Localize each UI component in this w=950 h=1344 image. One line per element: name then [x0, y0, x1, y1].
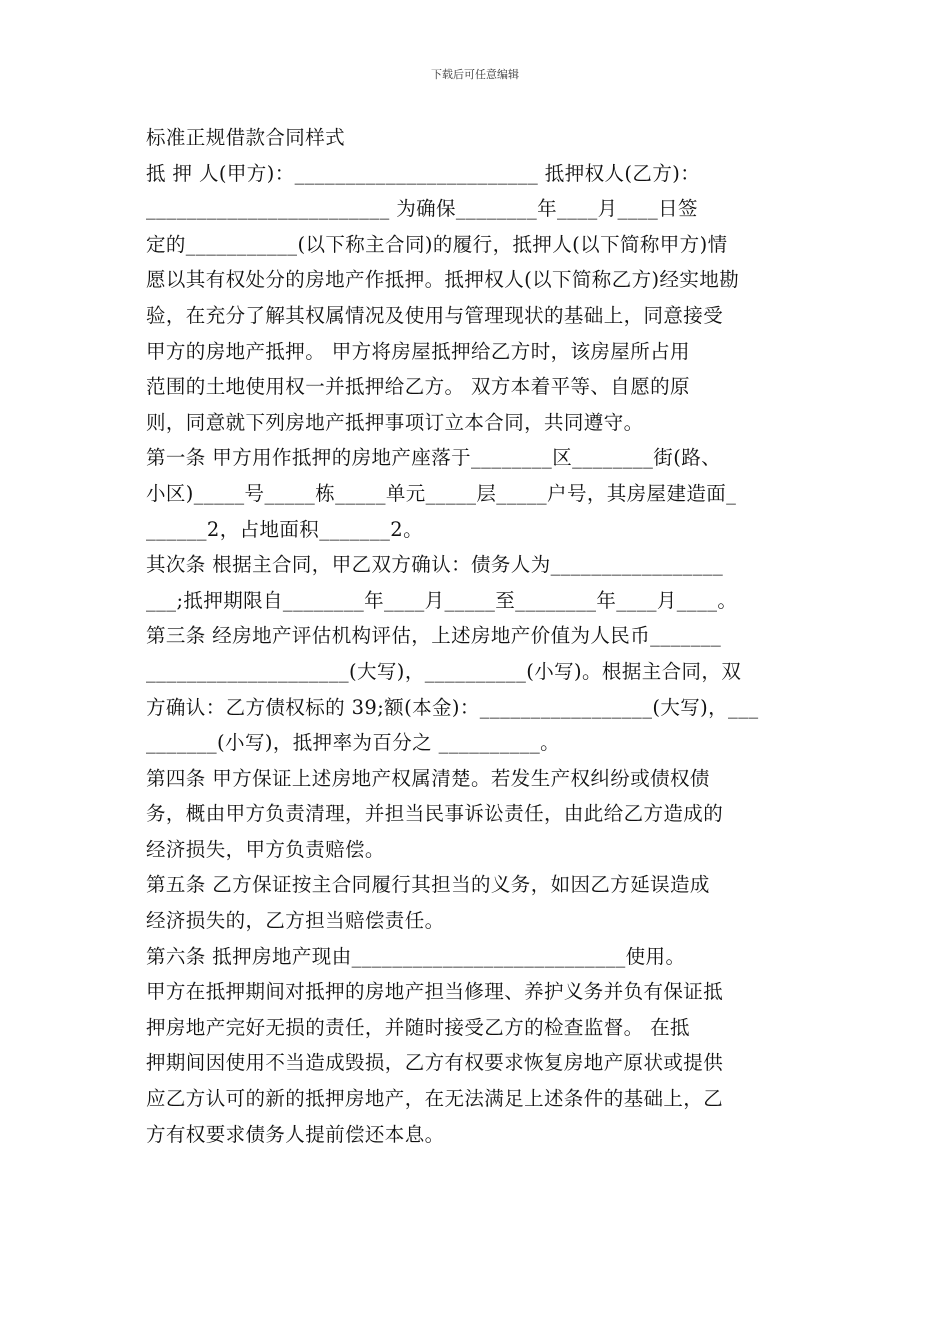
paragraph-line: 范围的土地使用权一并抵押给乙方。 双方本着平等、自愿的原 — [146, 375, 690, 399]
paragraph-line: ________________________ 为确保________年____月____日签 — [146, 197, 698, 221]
paragraph-line: 愿以其有权处分的房地产作抵押。抵押权人(以下简称乙方)经实地勘 — [146, 268, 740, 292]
paragraph-line: 甲方的房地产抵押。 甲方将房屋抵押给乙方时，该房屋所占用 — [146, 339, 690, 363]
article-6-line: 甲方在抵押期间对抵押的房地产担当修理、养护义务并负有保证抵 — [146, 980, 724, 1004]
article-5-line: 第五条 乙方保证按主合同履行其担当的义务，如因乙方延误造成 — [146, 873, 710, 897]
document-body — [146, 120, 806, 1152]
paragraph-line: 抵 押 人(甲方)：________________________ 抵押权人(乙方)： — [146, 161, 701, 185]
header-note: 下载后可任意编辑 — [431, 68, 519, 81]
article-1-line: 第一条 甲方用作抵押的房地产座落于________区________街(路、 — [146, 446, 722, 470]
article-1-line: ______2，占地面积_______2。 — [146, 517, 423, 541]
article-3-line: _______(小写)，抵押率为百分之 __________。 — [146, 731, 561, 755]
article-6-line: 押房地产完好无损的责任，并随时接受乙方的检查监督。 在抵 — [146, 1015, 690, 1039]
article-2-line: ___;抵押期限自________年____月_____至________年____月____。 — [146, 588, 738, 612]
article-5-line: 经济损失的，乙方担当赔偿责任。 — [146, 909, 445, 933]
article-6-line: 方有权要求债务人提前偿还本息。 — [146, 1122, 445, 1146]
article-6-line: 押期间因使用不当造成毁损，乙方有权要求恢复房地产原状或提供 — [146, 1051, 724, 1075]
paragraph-line: 定的___________(以下称主合同)的履行，抵押人(以下简称甲方)情 — [146, 232, 728, 256]
paragraph-line: 验，在充分了解其权属情况及使用与管理现状的基础上，同意接受 — [146, 303, 724, 327]
document-title: 标准正规借款合同样式 — [146, 126, 346, 149]
article-3-line: 方确认：乙方债权标的 39;额(本金)：_________________(大写)，___ — [146, 695, 759, 719]
article-2-line: 其次条 根据主合同，甲乙双方确认：债务人为_________________ — [146, 553, 724, 577]
article-6-line: 第六条 抵押房地产现由___________________________使用。 — [146, 944, 686, 968]
article-3-line: 第三条 经房地产评估机构评估，上述房地产价值为人民币_______ — [146, 624, 722, 648]
article-4-line: 第四条 甲方保证上述房地产权属清楚。若发生产权纠纷或债权债 — [146, 766, 710, 790]
article-4-line: 务，概由甲方负责清理，并担当民事诉讼责任，由此给乙方造成的 — [146, 802, 724, 826]
paragraph-line: 则，同意就下列房地产抵押事项订立本合同，共同遵守。 — [146, 410, 644, 434]
article-4-line: 经济损失，甲方负责赔偿。 — [146, 837, 385, 861]
article-3-line: ____________________(大写)，__________(小写)。根据主合同，双 — [146, 659, 742, 683]
article-6-line: 应乙方认可的新的抵押房地产，在无法满足上述条件的基础上，乙 — [146, 1087, 724, 1111]
article-1-line: 小区)_____号_____栋_____单元_____层_____户号，其房屋建造面_ — [146, 481, 737, 505]
